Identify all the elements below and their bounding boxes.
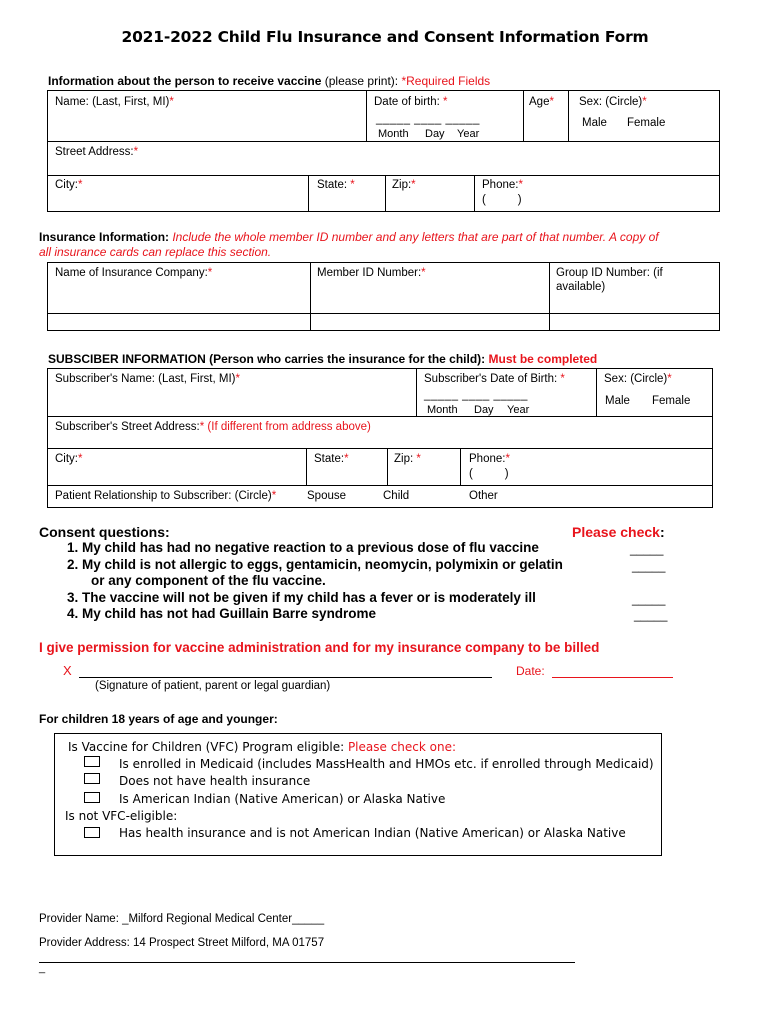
subscriber-required-note: Must be completed [488, 352, 598, 366]
consent-check-2[interactable]: _____ [632, 559, 666, 573]
vfc-checkbox-has-insurance[interactable] [84, 827, 100, 838]
subscriber-dob-blank-lines: _____ ____ _____ [424, 389, 528, 401]
provider-address: Provider Address: 14 Prospect Street Milford, MA 01757 [39, 937, 325, 949]
insurance-company-field[interactable]: Name of Insurance Company:* [55, 267, 213, 279]
insurance-heading-note-1: Include the whole member ID number and any letters that are part of that number. A copy of [169, 230, 659, 244]
subscriber-heading [48, 352, 597, 366]
signature-caption: (Signature of patient, parent or legal guardian) [95, 680, 331, 692]
dob-day-label: Day [425, 128, 445, 140]
vfc-checkbox-medicaid[interactable] [84, 756, 100, 767]
provider-underline [39, 962, 575, 963]
vfc-not-eligible-label: Is not VFC-eligible: [65, 809, 178, 823]
subscriber-dob-month-label: Month [427, 404, 458, 416]
subscriber-dob-day-label: Day [474, 404, 494, 416]
consent-question-2: 2. My child is not allergic to eggs, gentamicin, neomycin, polymixin or gelatin [67, 557, 563, 572]
street-address-field[interactable]: Street Address:* [55, 146, 139, 158]
subscriber-name-field[interactable]: Subscriber's Name: (Last, First, MI)* [55, 373, 240, 385]
group-id-field[interactable]: Group ID Number: (if [556, 267, 663, 279]
age-field[interactable]: Age* [529, 96, 554, 108]
consent-check-3[interactable]: _____ [632, 592, 666, 606]
subscriber-sex-option-female[interactable]: Female [652, 395, 691, 407]
provider-trailing-dash: _ [39, 962, 46, 974]
vfc-checkbox-no-insurance[interactable] [84, 773, 100, 784]
vfc-option-native: Is American Indian (Native American) or Alaska Native [119, 792, 446, 806]
subscriber-phone-area-code: ( ) [469, 468, 509, 480]
vfc-option-no-insurance: Does not have health insurance [119, 774, 311, 788]
subscriber-dob-field[interactable]: Subscriber's Date of Birth: * [424, 373, 565, 385]
consent-check-1[interactable]: _____ [630, 542, 664, 556]
vfc-option-has-insurance: Has health insurance and is not American Indian (Native American) or Alaska Native [119, 826, 626, 840]
phone-field[interactable]: Phone:* [482, 179, 523, 191]
dob-year-label: Year [457, 128, 480, 140]
info-heading-bold: Information about the person to receive vaccine [48, 74, 322, 88]
signature-line[interactable] [79, 677, 492, 678]
relationship-option-spouse[interactable]: Spouse [307, 490, 347, 502]
required-fields-note: *Required Fields [401, 74, 491, 88]
vfc-eligible-label: Is Vaccine for Children (VFC) Program eligible: Please check one: [68, 740, 457, 754]
zip-field[interactable]: Zip:* [392, 179, 416, 191]
vfc-option-medicaid: Is enrolled in Medicaid (includes MassHealth and HMOs etc. if enrolled through Medicaid) [119, 757, 654, 771]
permission-statement: I give permission for vaccine administration and for my insurance company to be billed [39, 640, 600, 655]
insurance-heading-note-2: all insurance cards can replace this section. [39, 245, 272, 259]
provider-name: Provider Name: _Milford Regional Medical Center_____ [39, 913, 325, 925]
subscriber-sex-option-male[interactable]: Male [605, 395, 630, 407]
member-id-field[interactable]: Member ID Number:* [317, 267, 426, 279]
vfc-section-heading: For children 18 years of age and younger: [39, 712, 278, 726]
info-heading-normal: (please print): [321, 74, 402, 88]
date-line[interactable] [552, 677, 673, 678]
group-id-field-note: available) [556, 281, 606, 293]
name-field[interactable]: Name: (Last, First, MI)* [55, 96, 174, 108]
consent-check-4[interactable]: _____ [634, 608, 668, 622]
insurance-heading [39, 230, 659, 244]
vfc-checkbox-native[interactable] [84, 792, 100, 803]
state-field[interactable]: State: * [317, 179, 355, 191]
sex-option-male[interactable]: Male [582, 117, 607, 129]
subscriber-sex-field[interactable]: Sex: (Circle)* [604, 373, 672, 385]
subscriber-street-field[interactable]: Subscriber's Street Address:* (If different from address above) [55, 421, 371, 433]
please-check-label: Please check: [572, 524, 665, 540]
subscriber-heading-text: SUBSCIBER INFORMATION (Person who carries the insurance for the child): [48, 352, 489, 366]
form-title: 2021-2022 Child Flu Insurance and Consent Information Form [121, 28, 649, 46]
subscriber-phone-field[interactable]: Phone:* [469, 453, 510, 465]
relationship-label: Patient Relationship to Subscriber: (Circle)* [55, 490, 277, 502]
info-heading [48, 74, 490, 88]
dob-blank-lines: _____ ____ _____ [376, 113, 480, 125]
dob-month-label: Month [378, 128, 409, 140]
subscriber-city-field[interactable]: City:* [55, 453, 83, 465]
consent-question-3: 3. The vaccine will not be given if my child has a fever or is moderately ill [67, 590, 536, 605]
consent-question-4: 4. My child has not had Guillain Barre syndrome [67, 606, 377, 621]
dob-field[interactable]: Date of birth: * [374, 96, 448, 108]
sex-field[interactable]: Sex: (Circle)* [579, 96, 647, 108]
insurance-heading-bold: Insurance Information: [39, 230, 170, 244]
sex-option-female[interactable]: Female [627, 117, 666, 129]
phone-area-code: ( ) [482, 194, 522, 206]
relationship-option-other[interactable]: Other [469, 490, 498, 502]
subscriber-state-field[interactable]: State:* [314, 453, 349, 465]
subscriber-dob-year-label: Year [507, 404, 530, 416]
signature-x-mark: X [63, 663, 72, 678]
consent-question-1: 1. My child has had no negative reaction to a previous dose of flu vaccine [67, 540, 539, 555]
consent-heading: Consent questions: [39, 524, 170, 540]
relationship-option-child[interactable]: Child [383, 490, 410, 502]
date-label: Date: [516, 664, 545, 678]
city-field[interactable]: City:* [55, 179, 83, 191]
consent-question-2-cont: or any component of the flu vaccine. [91, 573, 326, 588]
subscriber-zip-field[interactable]: Zip: * [394, 453, 421, 465]
